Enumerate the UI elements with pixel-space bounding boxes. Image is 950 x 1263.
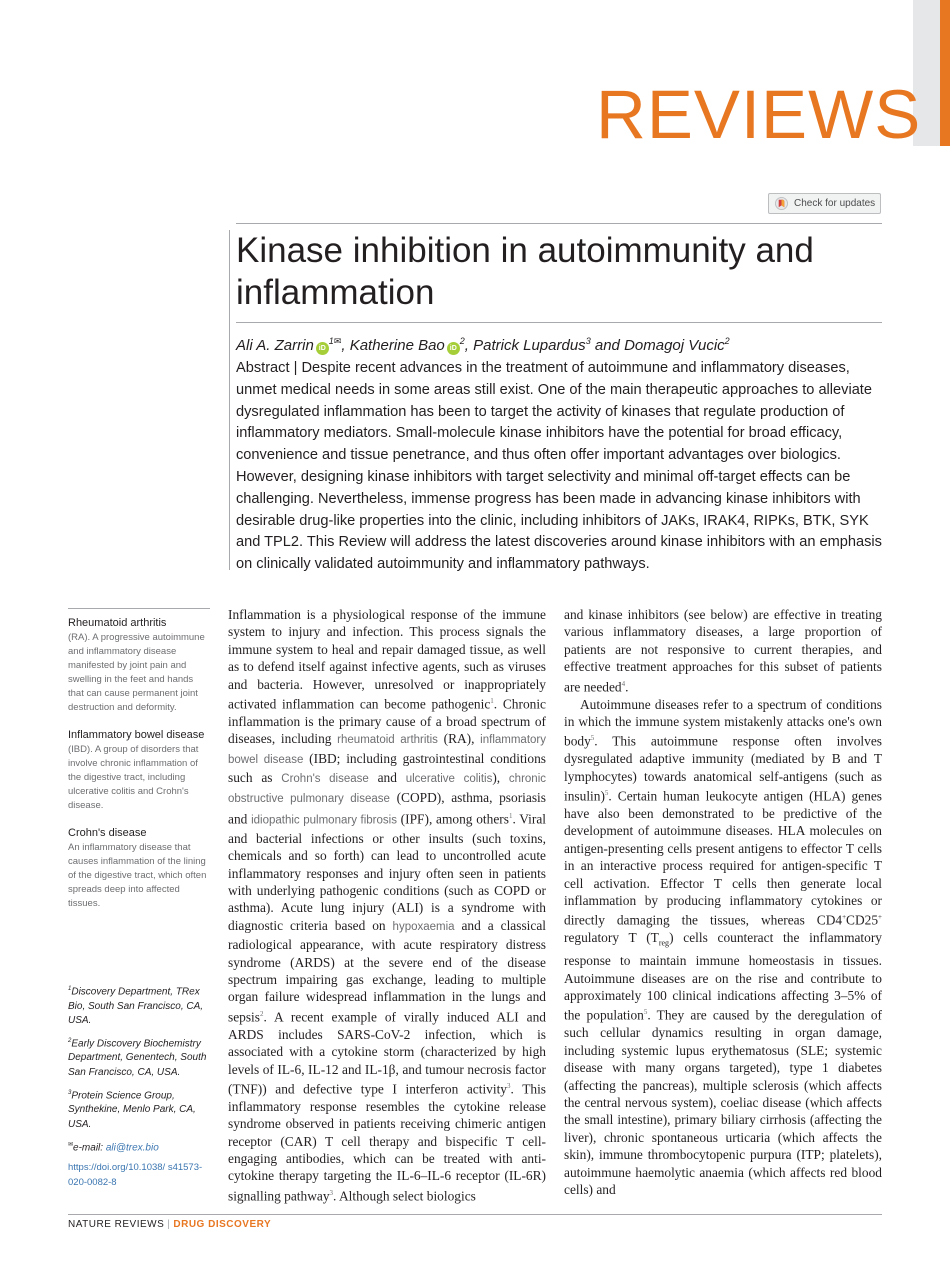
paragraph bbox=[564, 606, 882, 696]
footer-publisher: NATURE REVIEWS bbox=[68, 1219, 165, 1230]
affiliation-2 bbox=[68, 1034, 210, 1080]
article-title: Kinase inhibition in autoimmunity and inflammation bbox=[236, 231, 814, 312]
paragraph bbox=[228, 606, 546, 1205]
glossary-definition: (RA). A progressive autoimmune and inflammatory disease manifested by joint pain and swelling in the feet and hands that can cause permanent joint destruction and deformity. bbox=[68, 632, 205, 713]
text: (COPD), asthma, psoriasis and bbox=[228, 789, 546, 827]
footer-journal: DRUG DISCOVERY bbox=[173, 1219, 272, 1230]
affiliation-1 bbox=[68, 982, 210, 1028]
citation[interactable]: 5 bbox=[643, 1008, 648, 1017]
text: (RA), bbox=[437, 731, 481, 747]
text: and kinase inhibitors (see below) are effective in treating various inflammatory diseases, a large proportion of patients are not responsive to current therapies, and effective treatment approaches for this subset of patients are needed bbox=[564, 607, 882, 695]
affil-sup: 1 bbox=[68, 986, 72, 992]
glossary-link-ipf[interactable]: idiopathic pulmonary fibrosis bbox=[251, 814, 397, 827]
text: ) cells counteract the inflammatory response to maintain immune homeostasis in tissues. Autoimmune diseases are on the rise and contribute to approximately 100 clinical indications affecting 3–5% of the population bbox=[564, 930, 883, 1023]
footer bbox=[68, 1219, 271, 1230]
glossary-link-ra[interactable]: rheumatoid arthritis bbox=[337, 734, 438, 747]
email-label: e-mail: bbox=[73, 1142, 106, 1154]
text: regulatory T (T bbox=[564, 930, 659, 946]
glossary-term: Rheumatoid arthritis bbox=[68, 617, 167, 629]
author-affil-sup: 2 bbox=[459, 336, 465, 346]
affiliations bbox=[68, 982, 210, 1196]
citation[interactable]: 4 bbox=[621, 679, 626, 688]
citation[interactable]: 3 bbox=[329, 1188, 334, 1197]
text: . This autoimmune response often involves dysregulated adaptive immunity (mediated by B and T lymphocytes) towards anatomical self-antigens (such as insulin) bbox=[564, 733, 882, 804]
text: and a classical radiological appearance, with acute respiratory distress syndrome (ARDS) at the severe end of the disease spectrum impairing gas exchange, leading to multiple organ failure widespread inflammation in the lungs and sepsis bbox=[228, 917, 546, 1025]
text: ), bbox=[492, 770, 509, 786]
glossary-link-copd[interactable]: chronic obstructive pulmonary disease bbox=[228, 773, 546, 805]
text: . Viral and bacterial infections or other insults (such toxins, chemicals and so forth) can lead to uncontrolled acute inflammatory responses and injury often seen in patients with underlying pathogenic conditions (such as COPD or asthma). Acute lung injury (ALI) is a syndrome with diagnostic criteria based on bbox=[228, 811, 546, 933]
glossary-term: Crohn's disease bbox=[68, 827, 147, 839]
section-header: REVIEWS bbox=[596, 76, 922, 153]
text: . Although select biologics bbox=[333, 1188, 476, 1204]
body-column-2 bbox=[564, 606, 882, 1198]
author-affil-sup: 1 bbox=[328, 336, 334, 346]
email-line bbox=[68, 1138, 210, 1156]
glossary-sidebar bbox=[68, 608, 210, 924]
body-column-1 bbox=[228, 606, 546, 1205]
paragraph bbox=[564, 696, 882, 1199]
citation[interactable]: 5 bbox=[604, 789, 609, 797]
glossary-definition: (IBD). A group of disorders that involve chronic inflammation of the digestive tract, including ulcerative colitis and Crohn's disease. bbox=[68, 744, 199, 811]
mail-icon: ✉ bbox=[68, 1141, 74, 1148]
citation[interactable]: 1 bbox=[490, 697, 494, 706]
affil-text: Early Discovery Biochemistry Department, Genentech, South San Francisco, CA, USA. bbox=[68, 1038, 207, 1078]
glossary-rule bbox=[68, 608, 210, 609]
author-affil-sup: 2 bbox=[724, 336, 730, 346]
citation[interactable]: 3 bbox=[507, 1081, 511, 1090]
text: Inflammation is a physiological response of the immune system to injury and infection. This process signals the immune system to heal and repair damaged tissue, as well as to defend itself against infective agents, such as viruses and bacteria. However, unresolved or inappropriately activated inflammation can become pathogenic bbox=[228, 607, 546, 712]
mail-icon[interactable]: ✉ bbox=[333, 336, 342, 346]
affil-sup: 3 bbox=[68, 1089, 72, 1096]
superscript: + bbox=[878, 913, 882, 922]
affil-text: Discovery Department, TRex Bio, South San Francisco, CA, USA. bbox=[68, 986, 204, 1026]
author-list bbox=[236, 330, 882, 357]
text: . They are caused by the deregulation of such cellular dynamics resulting in organ damage, including systemic lupus erythematosus (SLE; systemic disease with many organs targeted), type 1 diabetes (affecting the pancreas), multiple sclerosis (which affects the central nervous system), coeliac disease (which affects the small intestine), primary biliary cirrhosis (affecting the liver), chronic spontaneous urticaria (which affects the skin), immune thrombocytopenic purpura (ITP; platelets), autoimmune haemolytic anaemia (which affects red blood cells) and bbox=[564, 1007, 882, 1198]
title-left-rule bbox=[229, 230, 230, 570]
glossary-definition: An inflammatory disease that causes inflammation of the lining of the digestive tract, which often spreads deep into affected tissues. bbox=[68, 842, 207, 909]
footer-separator: | bbox=[167, 1219, 171, 1230]
affil-text: Protein Science Group, Synthekine, Menlo Park, CA, USA. bbox=[68, 1090, 196, 1130]
orcid-icon[interactable]: iD bbox=[447, 342, 460, 355]
affiliation-3 bbox=[68, 1086, 210, 1132]
citation[interactable]: 1 bbox=[508, 811, 513, 820]
citation[interactable]: 2 bbox=[260, 1009, 264, 1018]
orcid-icon[interactable]: iD bbox=[316, 342, 329, 355]
text: . bbox=[625, 679, 629, 695]
email-link[interactable]: ali@trex.bio bbox=[105, 1142, 159, 1154]
glossary-term: Inflammatory bowel disease bbox=[68, 729, 205, 741]
superscript: + bbox=[842, 913, 847, 922]
author-affil-sup: 3 bbox=[585, 336, 591, 346]
author-vucic[interactable]: and Domagoj Vucic bbox=[590, 337, 725, 354]
title-top-rule bbox=[236, 223, 882, 224]
author-zarrin[interactable]: Ali A. Zarrin bbox=[236, 337, 314, 354]
text: . A recent example of virally induced ALI and ARDS includes SARS-CoV-2 infection, which is associated with a cytokine storm (characterized by high levels of IL-6, IL-12 and IL-1β, and tumour necrosis factor (TNF)) and defective type I interferon activity bbox=[228, 1009, 546, 1097]
citation[interactable]: 5 bbox=[590, 734, 595, 743]
doi-link[interactable]: https://doi.org/10.1038/ s41573-020-0082-8 bbox=[68, 1162, 203, 1188]
abstract bbox=[236, 358, 882, 576]
text: and bbox=[368, 770, 406, 786]
abstract-label: Abstract | bbox=[236, 360, 302, 376]
check-updates-icon bbox=[775, 197, 788, 210]
text: Autoimmune diseases refer to a spectrum of conditions in which the immune system mistakenly attacks one's own body bbox=[564, 696, 882, 749]
subscript: reg bbox=[658, 938, 670, 948]
glossary-link-hypoxaemia[interactable]: hypoxaemia bbox=[392, 920, 455, 933]
text: . Chronic inflammation is the primary cause of a broad spectrum of diseases, including bbox=[228, 696, 546, 747]
author-bao[interactable]: , Katherine Bao bbox=[341, 337, 445, 354]
author-lupardus[interactable]: , Patrick Lupardus bbox=[464, 337, 586, 354]
text: (IPF), among others bbox=[396, 811, 509, 827]
title-bottom-rule bbox=[236, 322, 882, 323]
text: . Certain human leukocyte antigen (HLA) genes have also been demonstrated to be predictive of the development of autoimmune diseases. HLA molecules on antigen-presenting cells present antigens to effector T cells in an interactive process required for antigen-specific T cell activation. Effector T cells then generate local inflammation by producing inflammatory cytokines or directly damaging the tissues, whereas CD4 bbox=[564, 788, 882, 928]
check-updates-label: Check for updates bbox=[794, 198, 876, 209]
glossary-link-ibd[interactable]: inflammatory bowel disease bbox=[228, 734, 546, 766]
check-for-updates-button[interactable] bbox=[768, 193, 881, 214]
affil-sup: 2 bbox=[68, 1037, 72, 1044]
glossary-link-crohns[interactable]: Crohn's disease bbox=[281, 773, 369, 786]
edge-tab-accent bbox=[940, 0, 950, 146]
text: (IBD; including gastrointestinal conditions such as bbox=[228, 750, 546, 786]
glossary-link-uc[interactable]: ulcerative colitis bbox=[405, 773, 493, 786]
text: CD25 bbox=[846, 912, 879, 928]
text: . This inflammatory response resembles the cytokine release syndrome observed in patients receiving chimeric antigen receptor (CAR) T cell therapy and bispecific T cell-engaging antibodies, which can be treated with anti-cytokine therapy targeting the IL-6–IL-6 receptor (IL-6R) signalling pathway bbox=[228, 1081, 547, 1204]
abstract-text: Despite recent advances in the treatment of autoimmune and inflammatory diseases, unmet medical needs in some areas still exist. One of the main therapeutic approaches to alleviate dysregulated inflammation has been to target the activity of kinases that regulate production of inflammatory mediators. Small-molecule kinase inhibitors have the potential for broad efficacy, convenience and tissue penetrance, and thus often offer important advantages over biologics. However, designing kinase inhibitors with target selectivity and minimal off-target effects can be challenging. Nevertheless, immense progress has been made in advancing kinase inhibitors with desirable drug-like properties into the clinic, including inhibitors of JAKs, IRAK4, RIPKs, BTK, SYK and TPL2. This Review will address the latest discoveries around kinase inhibitors with an emphasis on clinically validated autoimmunity and inflammatory pathways. bbox=[236, 360, 882, 573]
footer-rule bbox=[68, 1214, 882, 1215]
